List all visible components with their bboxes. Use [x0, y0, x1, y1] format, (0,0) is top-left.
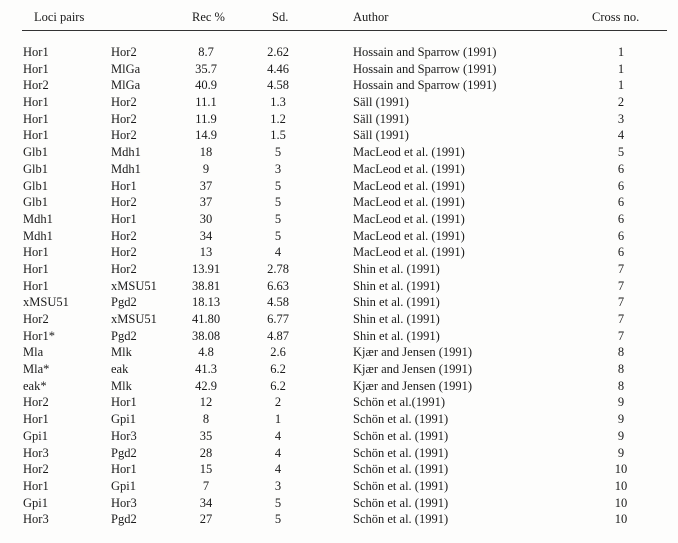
table-row [0, 328, 678, 345]
cell-locus1: Gpi1 [23, 428, 48, 443]
table-row [0, 445, 678, 462]
table-row [0, 194, 678, 211]
cell-locus2: Hor2 [111, 111, 137, 126]
cell-locus1: Hor1 [23, 45, 49, 59]
table-row [0, 111, 678, 128]
cell-author: Hossain and Sparrow (1991) [353, 61, 497, 76]
cell-sd: 6.2 [270, 362, 286, 377]
cell-locus1: Mdh1 [23, 228, 53, 243]
cell-cross-no: 9 [617, 395, 625, 410]
cell-cross-no: 7 [617, 261, 625, 276]
cell-cross-no: 6 [617, 245, 625, 260]
cell-author: Kjær and Jensen (1991) [353, 378, 473, 393]
cell-sd: 1 [274, 412, 282, 427]
cell-locus1: Hor2 [23, 312, 49, 326]
cell-locus1: Hor1 [23, 111, 49, 126]
table-row [0, 161, 678, 178]
cell-author: Shin et al. (1991) [353, 261, 440, 276]
table-row [0, 244, 678, 261]
cell-rec-percent: 38.81 [191, 278, 221, 293]
header-author: Author [353, 10, 389, 24]
cell-sd: 2.78 [267, 261, 289, 276]
cell-rec-percent: 37 [199, 195, 213, 210]
cell-sd: 1.3 [270, 95, 286, 110]
cell-author: MacLeod et al. (1991) [353, 145, 465, 160]
cell-author: MacLeod et al. (1991) [353, 178, 465, 193]
cell-rec-percent: 34 [199, 228, 213, 243]
cell-rec-percent: 30 [199, 211, 213, 226]
cell-locus1: Hor1 [23, 412, 49, 427]
cell-author: MacLeod et al. (1991) [353, 245, 465, 260]
cell-rec-percent: 8.7 [198, 45, 214, 59]
cell-locus2: Pgd2 [111, 512, 137, 527]
cell-sd: 6.77 [267, 312, 289, 326]
header-sd: Sd. [272, 10, 289, 24]
cell-cross-no: 9 [617, 412, 625, 427]
cell-locus2: MlGa [111, 61, 141, 76]
cell-rec-percent: 27 [199, 512, 213, 527]
table-row [0, 511, 678, 528]
cell-rec-percent: 41.3 [195, 362, 217, 377]
cell-locus1: Hor1 [23, 245, 49, 260]
cell-locus1: Mdh1 [23, 211, 53, 226]
table-row [0, 344, 678, 361]
cell-rec-percent: 11.9 [195, 111, 217, 126]
table-row [0, 261, 678, 278]
header-cross-no: Cross no. [592, 10, 640, 24]
cell-locus1: Glb1 [23, 161, 48, 176]
cell-sd: 2.62 [267, 45, 289, 59]
cell-author: Hossain and Sparrow (1991) [353, 78, 497, 93]
cell-sd: 5 [274, 512, 282, 527]
cell-locus2: Hor2 [111, 95, 137, 110]
cell-cross-no: 6 [617, 211, 625, 226]
cell-author: Säll (1991) [353, 128, 409, 143]
table-row [0, 211, 678, 228]
cell-sd: 3 [274, 478, 282, 493]
cell-locus1: Hor1 [23, 95, 49, 110]
cell-locus1: Hor1 [23, 61, 49, 76]
cell-rec-percent: 35 [199, 428, 213, 443]
cell-sd: 1.5 [270, 128, 286, 143]
cell-author: Kjær and Jensen (1991) [353, 345, 473, 360]
cell-rec-percent: 18.13 [191, 295, 221, 310]
cell-locus1: Glb1 [23, 145, 48, 160]
cell-cross-no: 4 [617, 128, 625, 143]
cell-sd: 4 [274, 462, 282, 477]
cell-cross-no: 6 [617, 178, 625, 193]
header-rec-percent: Rec % [192, 10, 225, 24]
cell-rec-percent: 13 [199, 245, 213, 260]
cell-cross-no: 2 [617, 95, 625, 110]
cell-author: Schön et al.(1991) [353, 395, 445, 410]
cell-sd: 4.46 [267, 61, 289, 76]
cell-rec-percent: 13.91 [191, 261, 221, 276]
cell-locus2: Hor2 [111, 245, 137, 260]
cell-rec-percent: 34 [199, 495, 213, 510]
cell-sd: 5 [274, 495, 282, 510]
table-row [0, 378, 678, 395]
cell-cross-no: 9 [617, 445, 625, 460]
cell-sd: 4 [274, 445, 282, 460]
cell-rec-percent: 11.1 [195, 95, 217, 110]
cell-locus2: Mdh1 [111, 145, 141, 160]
cell-cross-no: 8 [617, 345, 625, 360]
cell-rec-percent: 15 [199, 462, 213, 477]
cell-sd: 5 [274, 145, 282, 160]
cell-locus1: xMSU51 [23, 295, 69, 310]
table-row [0, 44, 678, 61]
cell-locus2: Pgd2 [111, 295, 137, 310]
cell-author: Schön et al. (1991) [353, 512, 449, 527]
cell-sd: 4 [274, 245, 282, 260]
cell-locus2: eak [111, 362, 129, 377]
cell-rec-percent: 35.7 [195, 61, 217, 76]
cell-author: Schön et al. (1991) [353, 445, 449, 460]
table-header [0, 10, 678, 28]
cell-rec-percent: 18 [199, 145, 213, 160]
table-row [0, 461, 678, 478]
cell-cross-no: 1 [617, 78, 625, 93]
header-rule [22, 30, 667, 31]
cell-sd: 5 [274, 178, 282, 193]
cell-locus2: Hor2 [111, 195, 137, 210]
cell-cross-no: 1 [617, 45, 625, 59]
cell-locus1: Hor2 [23, 395, 49, 410]
cell-locus1: Hor1 [23, 128, 49, 143]
cell-locus1: Hor1 [23, 261, 49, 276]
table-row [0, 495, 678, 512]
cell-rec-percent: 4.8 [198, 345, 214, 360]
cell-locus2: Pgd2 [111, 445, 137, 460]
cell-cross-no: 10 [614, 495, 628, 510]
cell-author: Kjær and Jensen (1991) [353, 362, 473, 377]
cell-locus1: Hor3 [23, 445, 49, 460]
cell-cross-no: 10 [614, 478, 628, 493]
cell-sd: 6.63 [267, 278, 289, 293]
cell-author: Hossain and Sparrow (1991) [353, 45, 497, 59]
cell-locus1: Mla* [23, 362, 50, 377]
cell-author: MacLeod et al. (1991) [353, 161, 465, 176]
cell-rec-percent: 42.9 [195, 378, 217, 393]
cell-locus2: Hor2 [111, 261, 137, 276]
cell-rec-percent: 8 [202, 412, 210, 427]
cell-locus1: Mla [23, 345, 44, 360]
cell-sd: 1.2 [270, 111, 286, 126]
cell-locus1: Hor3 [23, 512, 49, 527]
cell-locus2: Hor1 [111, 178, 137, 193]
cell-locus2: Hor3 [111, 428, 137, 443]
table-row [0, 178, 678, 195]
cell-locus2: xMSU51 [111, 312, 157, 326]
cell-sd: 5 [274, 211, 282, 226]
cell-rec-percent: 14.9 [195, 128, 217, 143]
cell-cross-no: 7 [617, 295, 625, 310]
cell-author: Schön et al. (1991) [353, 478, 449, 493]
cell-locus1: Glb1 [23, 195, 48, 210]
cell-rec-percent: 41.80 [191, 312, 221, 326]
cell-author: Shin et al. (1991) [353, 328, 440, 343]
cell-author: Schön et al. (1991) [353, 428, 449, 443]
cell-cross-no: 7 [617, 278, 625, 293]
cell-author: Schön et al. (1991) [353, 462, 449, 477]
cell-sd: 2.6 [270, 345, 286, 360]
cell-author: MacLeod et al. (1991) [353, 211, 465, 226]
header-loci-pairs: Loci pairs [34, 10, 85, 24]
table-row [0, 77, 678, 94]
cell-locus1: Hor2 [23, 78, 49, 93]
table-row [0, 311, 678, 328]
cell-author: MacLeod et al. (1991) [353, 195, 465, 210]
cell-cross-no: 6 [617, 228, 625, 243]
cell-sd: 4.58 [267, 78, 289, 93]
cell-rec-percent: 12 [199, 395, 213, 410]
cell-locus2: Hor1 [111, 395, 137, 410]
cell-locus1: Hor1 [23, 478, 49, 493]
cell-author: Säll (1991) [353, 95, 409, 110]
table-row [0, 127, 678, 144]
cell-sd: 4.58 [267, 295, 289, 310]
cell-locus2: Hor1 [111, 462, 137, 477]
cell-locus1: eak* [23, 378, 47, 393]
cell-rec-percent: 38.08 [191, 328, 221, 343]
cell-author: MacLeod et al. (1991) [353, 228, 465, 243]
table-row [0, 428, 678, 445]
cell-rec-percent: 40.9 [195, 78, 217, 93]
table-body [0, 44, 678, 528]
cell-cross-no: 8 [617, 378, 625, 393]
cell-locus2: Hor1 [111, 211, 137, 226]
cell-cross-no: 3 [617, 111, 625, 126]
table-row [0, 228, 678, 245]
table-row [0, 278, 678, 295]
cell-cross-no: 5 [617, 145, 625, 160]
cell-cross-no: 8 [617, 362, 625, 377]
cell-locus2: Gpi1 [111, 478, 136, 493]
cell-cross-no: 6 [617, 161, 625, 176]
cell-locus2: Mlk [111, 378, 132, 393]
cell-author: Shin et al. (1991) [353, 278, 440, 293]
cell-locus2: Mdh1 [111, 161, 141, 176]
cell-rec-percent: 37 [199, 178, 213, 193]
cell-author: Schön et al. (1991) [353, 412, 449, 427]
cell-author: Schön et al. (1991) [353, 495, 449, 510]
cell-cross-no: 6 [617, 195, 625, 210]
table-row [0, 361, 678, 378]
cell-cross-no: 10 [614, 512, 628, 527]
cell-rec-percent: 7 [202, 478, 210, 493]
table-row [0, 94, 678, 111]
table-row [0, 144, 678, 161]
cell-locus2: Hor2 [111, 128, 137, 143]
cell-author: Säll (1991) [353, 111, 409, 126]
table-row [0, 411, 678, 428]
table-row [0, 61, 678, 78]
cell-author: Shin et al. (1991) [353, 295, 440, 310]
cell-cross-no: 7 [617, 312, 625, 326]
cell-locus1: Glb1 [23, 178, 48, 193]
cell-cross-no: 10 [614, 462, 628, 477]
cell-cross-no: 7 [617, 328, 625, 343]
cell-locus2: xMSU51 [111, 278, 157, 293]
cell-rec-percent: 28 [199, 445, 213, 460]
table-row [0, 478, 678, 495]
cell-locus1: Hor1 [23, 278, 49, 293]
cell-locus2: Gpi1 [111, 412, 136, 427]
cell-locus2: MlGa [111, 78, 141, 93]
cell-author: Shin et al. (1991) [353, 312, 440, 326]
cell-cross-no: 1 [617, 61, 625, 76]
cell-cross-no: 9 [617, 428, 625, 443]
cell-locus2: Mlk [111, 345, 132, 360]
table-row [0, 294, 678, 311]
cell-sd: 5 [274, 228, 282, 243]
cell-locus1: Hor2 [23, 462, 49, 477]
cell-locus2: Pgd2 [111, 328, 137, 343]
cell-sd: 3 [274, 161, 282, 176]
cell-sd: 5 [274, 195, 282, 210]
cell-locus2: Hor2 [111, 228, 137, 243]
cell-locus1: Hor1* [23, 328, 55, 343]
cell-locus2: Hor3 [111, 495, 137, 510]
cell-sd: 2 [274, 395, 282, 410]
cell-locus2: Hor2 [111, 45, 137, 59]
cell-sd: 4 [274, 428, 282, 443]
table-row [0, 394, 678, 411]
cell-locus1: Gpi1 [23, 495, 48, 510]
cell-sd: 6.2 [270, 378, 286, 393]
cell-rec-percent: 9 [202, 161, 210, 176]
cell-sd: 4.87 [267, 328, 289, 343]
